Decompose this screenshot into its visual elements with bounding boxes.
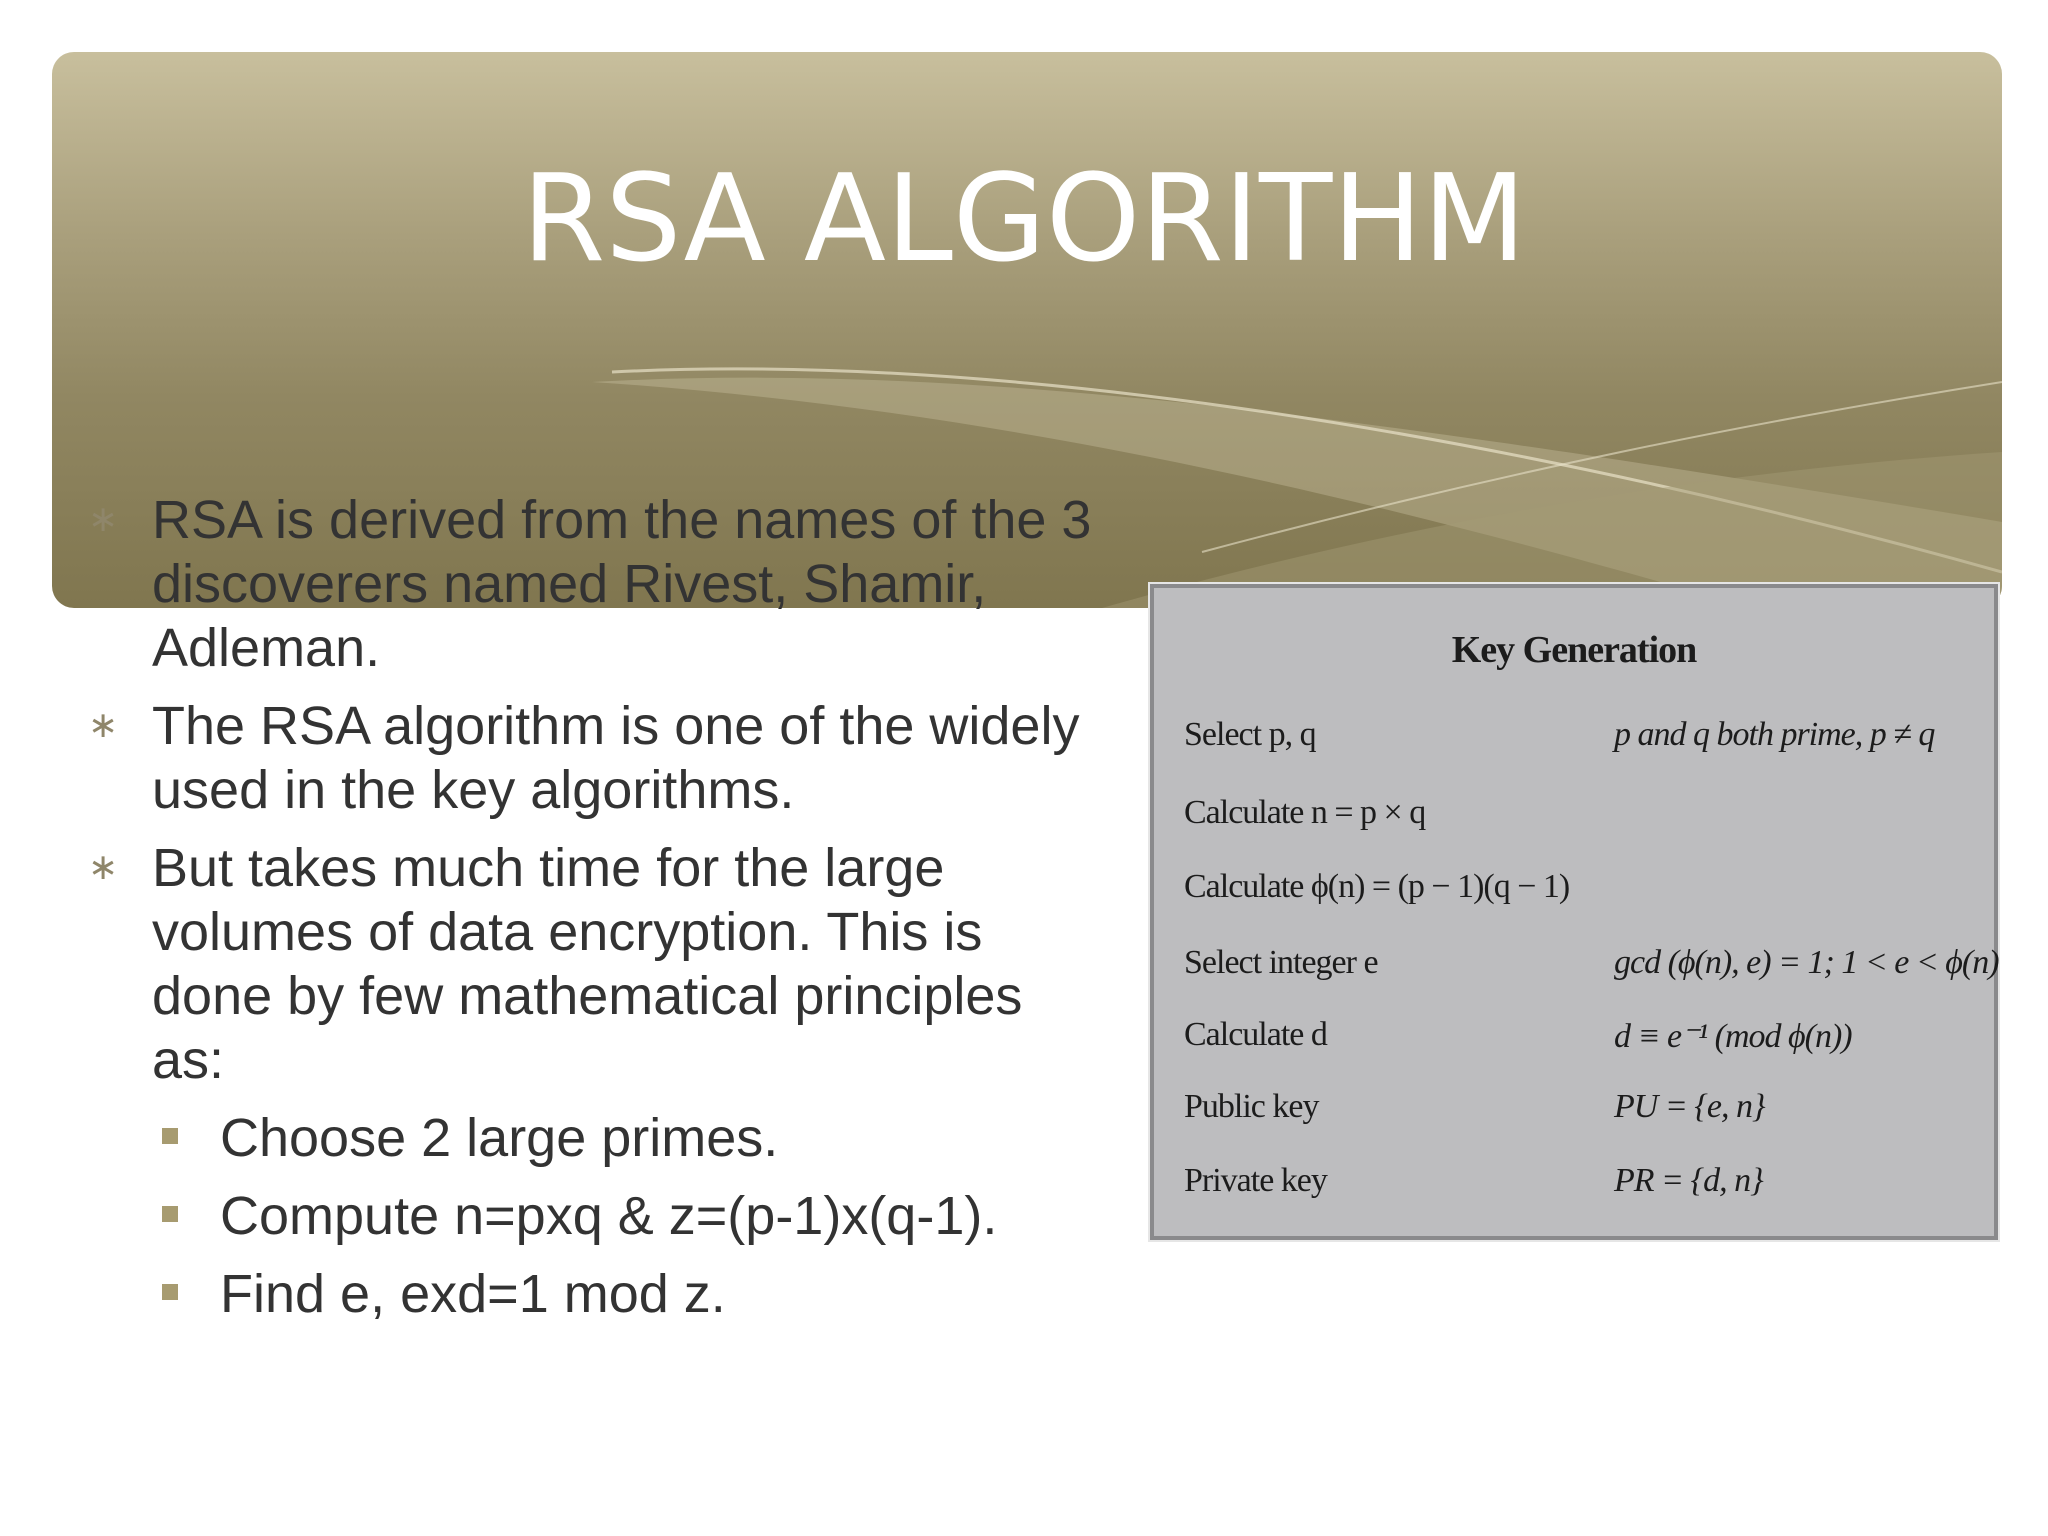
figure-row xyxy=(1184,1088,1984,1138)
sub-bullet-text: Find e, exd=1 mod z. xyxy=(220,1264,726,1324)
figure-row xyxy=(1184,944,1999,994)
bullet-item xyxy=(80,488,1100,680)
asterisk-bullet-icon: ∗ xyxy=(88,846,119,887)
figure-title: Key Generation xyxy=(1451,629,1697,671)
figure-row xyxy=(1184,716,1984,766)
figure-row xyxy=(1184,868,1984,918)
row-label: Calculate n = p × q xyxy=(1184,794,1426,831)
row-condition: d ≡ e⁻¹ (mod ϕ(n)) xyxy=(1614,1018,1852,1055)
row-label: Calculate d xyxy=(1184,1016,1327,1053)
bullet-text: The RSA algorithm is one of the widely used in the key algorithms. xyxy=(152,696,1080,820)
sub-bullet-text: Compute n=pxq & z=(p-1)x(q-1). xyxy=(220,1186,998,1246)
row-label: Select integer e xyxy=(1184,944,1378,981)
figure-row xyxy=(1184,794,1984,844)
bullet-item xyxy=(80,836,1100,1092)
row-label: Calculate ϕ(n) = (p − 1)(q − 1) xyxy=(1184,868,1570,905)
asterisk-bullet-icon: ∗ xyxy=(88,704,119,745)
square-bullet-icon xyxy=(162,1128,178,1144)
square-bullet-icon xyxy=(162,1284,178,1300)
row-condition: PR = {d, n} xyxy=(1614,1162,1763,1199)
bullet-text: RSA is derived from the names of the 3 discoverers named Rivest, Shamir, Adleman. xyxy=(152,490,1092,678)
bullet-list xyxy=(80,488,1100,1326)
row-condition: gcd (ϕ(n), e) = 1; 1 < e < ϕ(n) xyxy=(1614,944,1999,981)
row-label: Select p, q xyxy=(1184,716,1316,753)
row-condition: PU = {e, n} xyxy=(1614,1088,1765,1125)
sub-bullet-item xyxy=(80,1106,1100,1170)
sub-bullet-text: Choose 2 large primes. xyxy=(220,1108,779,1168)
bullet-item xyxy=(80,694,1100,822)
sub-bullet-item xyxy=(80,1184,1100,1248)
figure-row xyxy=(1184,1162,1984,1212)
sub-bullet-item xyxy=(80,1262,1100,1326)
square-bullet-icon xyxy=(162,1206,178,1222)
key-generation-figure xyxy=(1150,584,1998,1240)
bullet-text: But takes much time for the large volumes of data encryption. This is done by few mathematical principles as: xyxy=(152,838,1023,1090)
row-label: Private key xyxy=(1184,1162,1327,1199)
figure-row xyxy=(1184,1016,1984,1066)
slide-title: RSA ALGORITHM xyxy=(521,150,1527,289)
row-label: Public key xyxy=(1184,1088,1319,1125)
asterisk-bullet-icon: ∗ xyxy=(88,498,119,539)
row-condition: p and q both prime, p ≠ q xyxy=(1614,716,1935,753)
